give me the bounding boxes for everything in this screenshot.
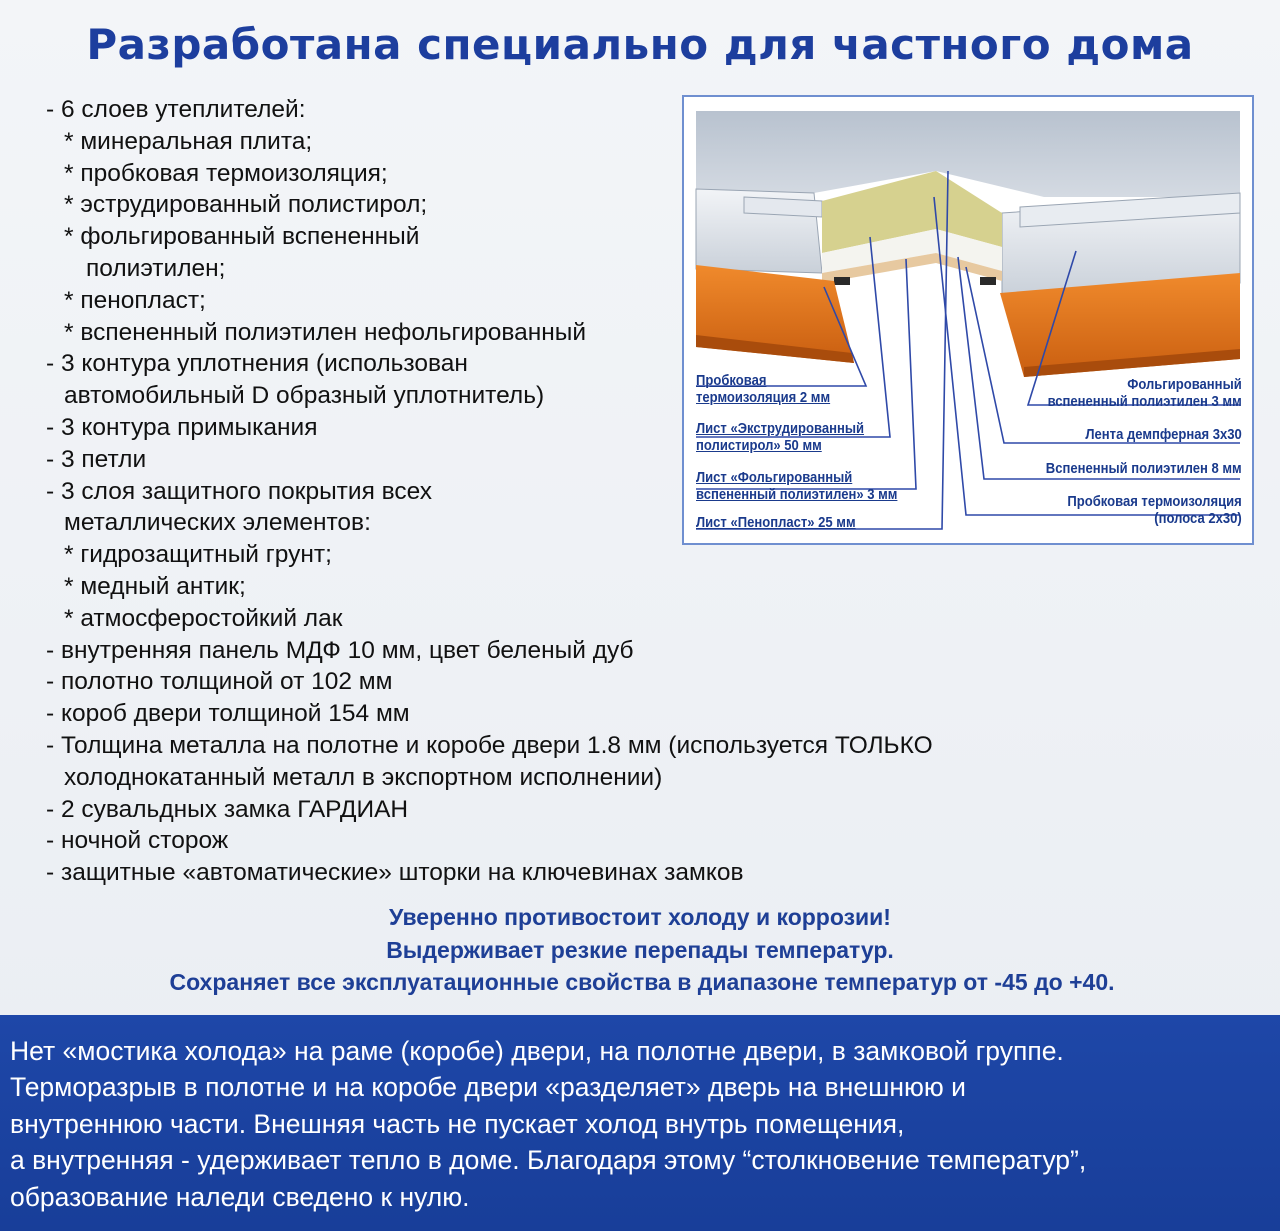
door-top-plate [696,111,1240,197]
left-seal [834,277,850,285]
cross-section-diagram [682,95,1254,545]
label-foam-plastic: Лист «Пенопласт» 25 мм [696,515,856,531]
spec-item: * минеральная плита; [64,127,313,155]
spec-item: - 3 слоя защитного покрытия всех [46,477,432,505]
slogan-temperature-changes: Выдерживает резкие перепады температур. [386,936,894,963]
spec-item: * пенопласт; [64,286,206,314]
left-metal-lip [744,197,822,217]
label-extruded-polystyrene: Лист «Экструдированный полистирол» 50 мм [696,421,865,454]
label-foil-polyethylene-sheet: Лист «Фольгированный вспененный полиэтилен» 3 мм [696,470,898,503]
label-cork-strip: Пробковая термоизоляция (полоса 2х30) [1067,494,1242,527]
slogans [0,901,1280,999]
spec-item: * вспененный полиэтилен нефольгированный [64,318,587,346]
spec-item: - защитные «автоматические» шторки на ключевинах замков [46,859,744,887]
spec-item: - 2 сувальдных замка ГАРДИАН [46,795,409,823]
spec-item: * фольгированный вспененный [64,223,420,251]
spec-item: автомобильный D образный уплотнитель) [64,382,545,410]
spec-item: * пробковая термоизоляция; [64,159,388,187]
spec-item: - 3 петли [46,445,147,473]
banner-line: Нет «мостика холода» на раме (коробе) двери, на полотне двери, в замковой группе. [10,1036,1064,1066]
spec-item: * атмосферостойкий лак [64,604,343,632]
spec-item: - 6 слоев утеплителей: [46,96,306,123]
spec-item: * медный антик; [64,572,246,600]
spec-item: металлических элементов: [64,509,371,537]
banner-line: а внутренняя - удерживает тепло в доме. Благодаря этому “столкновение температур”, [10,1145,1087,1176]
spec-item: - внутренняя панель МДФ 10 мм, цвет беленый дуб [46,636,634,664]
label-damper-tape: Лента демпферная 3х30 [1085,427,1242,443]
info-banner [0,1015,1280,1231]
spec-item: - короб двери толщиной 154 мм [46,700,410,728]
spec-item: полиэтилен; [86,254,226,282]
spec-item: - ночной сторож [46,827,229,855]
spec-item: * эструдированный полистирол; [64,191,428,219]
spec-item: - Толщина металла на полотне и коробе двери 1.8 мм (используется ТОЛЬКО [46,731,933,759]
label-polyethylene-8mm: Вспененный полиэтилен 8 мм [1046,461,1242,477]
spec-item: - 3 контура уплотнения (использован [46,350,468,378]
label-cork-2mm: Пробковая термоизоляция 2 мм [696,373,831,406]
spec-item: холоднокатанный металл в экспортном исполнении) [64,763,663,791]
banner-line: образование наледи сведено к нулю. [10,1181,470,1212]
banner-text [10,1033,1272,1215]
label-foil-polyethylene-3mm: Фольгированный вспененный полиэтилен 3 мм [1047,377,1242,410]
banner-line: внутреннюю части. Внешняя часть не пускает холод внутрь помещения, [10,1108,905,1139]
spec-item: * гидрозащитный грунт; [64,541,332,569]
right-seal [980,277,996,285]
spec-item: - 3 контура примыкания [46,413,318,441]
spec-item: - полотно толщиной от 102 мм [46,668,393,696]
page-title: Разработана специально для частного дома [86,20,1194,69]
slogan-cold-corrosion: Уверенно противостоит холоду и коррозии! [389,904,891,930]
banner-line: Терморазрыв в полотне и на коробе двери «разделяет» дверь на внешнюю и [10,1072,966,1103]
slogan-temperature-range: Сохраняет все эксплуатационные свойства в диапазоне температур от -45 до +40. [169,969,1115,995]
